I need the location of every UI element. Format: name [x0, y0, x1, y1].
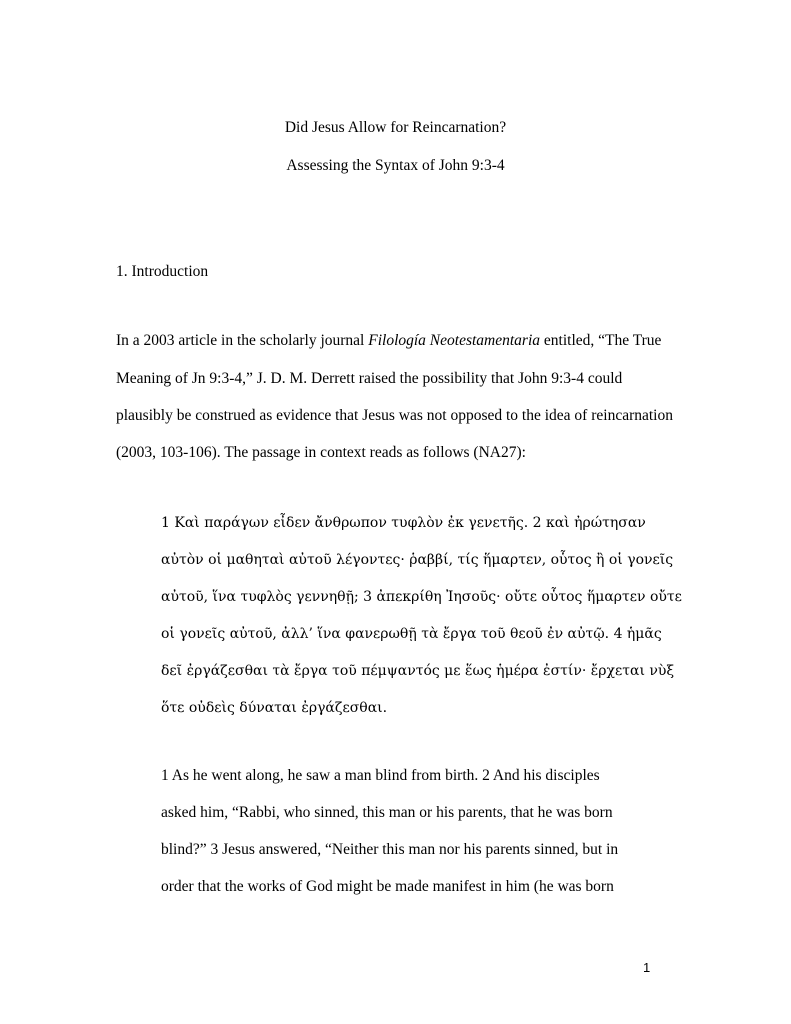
greek-line: δεῖ ἐργάζεσθαι τὰ ἔργα τοῦ πέμψαντός με ἕως ἡμέρα ἐστίν· ἔρχεται νὺξ: [161, 663, 675, 679]
greek-line: ὅτε οὐδεὶς δύναται ἐργάζεσθαι.: [161, 700, 388, 716]
intro-text: In a 2003 article in the scholarly journal: [116, 332, 369, 349]
greek-line: αὐτὸν οἱ μαθηταὶ αὐτοῦ λέγοντες· ῥαββί, τίς ἥμαρτεν, οὗτος ἢ οἱ γονεῖς: [161, 552, 674, 568]
section-heading: 1. Introduction: [116, 263, 209, 280]
intro-text: entitled, “The True: [540, 332, 662, 349]
paper-subtitle: Assessing the Syntax of John 9:3-4: [286, 157, 505, 174]
greek-line: οἱ γονεῖς αὐτοῦ, ἀλλ’ ἵνα φανερωθῇ τὰ ἔργα τοῦ θεοῦ ἐν αὐτῷ. 4 ἡμᾶς: [161, 626, 662, 642]
greek-line: 1 Καὶ παράγων εἶδεν ἄνθρωπον τυφλὸν ἐκ γενετῆς. 2 καὶ ἠρώτησαν: [161, 515, 646, 531]
intro-line-1: [116, 331, 661, 351]
greek-line: αὐτοῦ, ἵνα τυφλὸς γεννηθῇ; 3 ἀπεκρίθη Ἰησοῦς· οὔτε οὗτος ἥμαρτεν οὔτε: [161, 589, 682, 605]
page-number: 1: [643, 960, 651, 975]
english-line: order that the works of God might be made manifest in him (he was born: [161, 878, 614, 895]
english-line: blind?” 3 Jesus answered, “Neither this man nor his parents sinned, but in: [161, 841, 619, 858]
intro-line-2: Meaning of Jn 9:3-4,” J. D. M. Derrett raised the possibility that John 9:3-4 could: [116, 370, 623, 387]
paper-title: Did Jesus Allow for Reincarnation?: [284, 119, 507, 136]
english-line: asked him, “Rabbi, who sinned, this man or his parents, that he was born: [161, 804, 613, 821]
english-line: 1 As he went along, he saw a man blind from birth. 2 And his disciples: [161, 767, 600, 784]
intro-line-3: plausibly be construed as evidence that Jesus was not opposed to the idea of reincarnation: [116, 407, 673, 424]
journal-name: Filología Neotestamentaria: [368, 332, 541, 349]
intro-line-4: (2003, 103-106). The passage in context reads as follows (NA27):: [116, 444, 526, 461]
